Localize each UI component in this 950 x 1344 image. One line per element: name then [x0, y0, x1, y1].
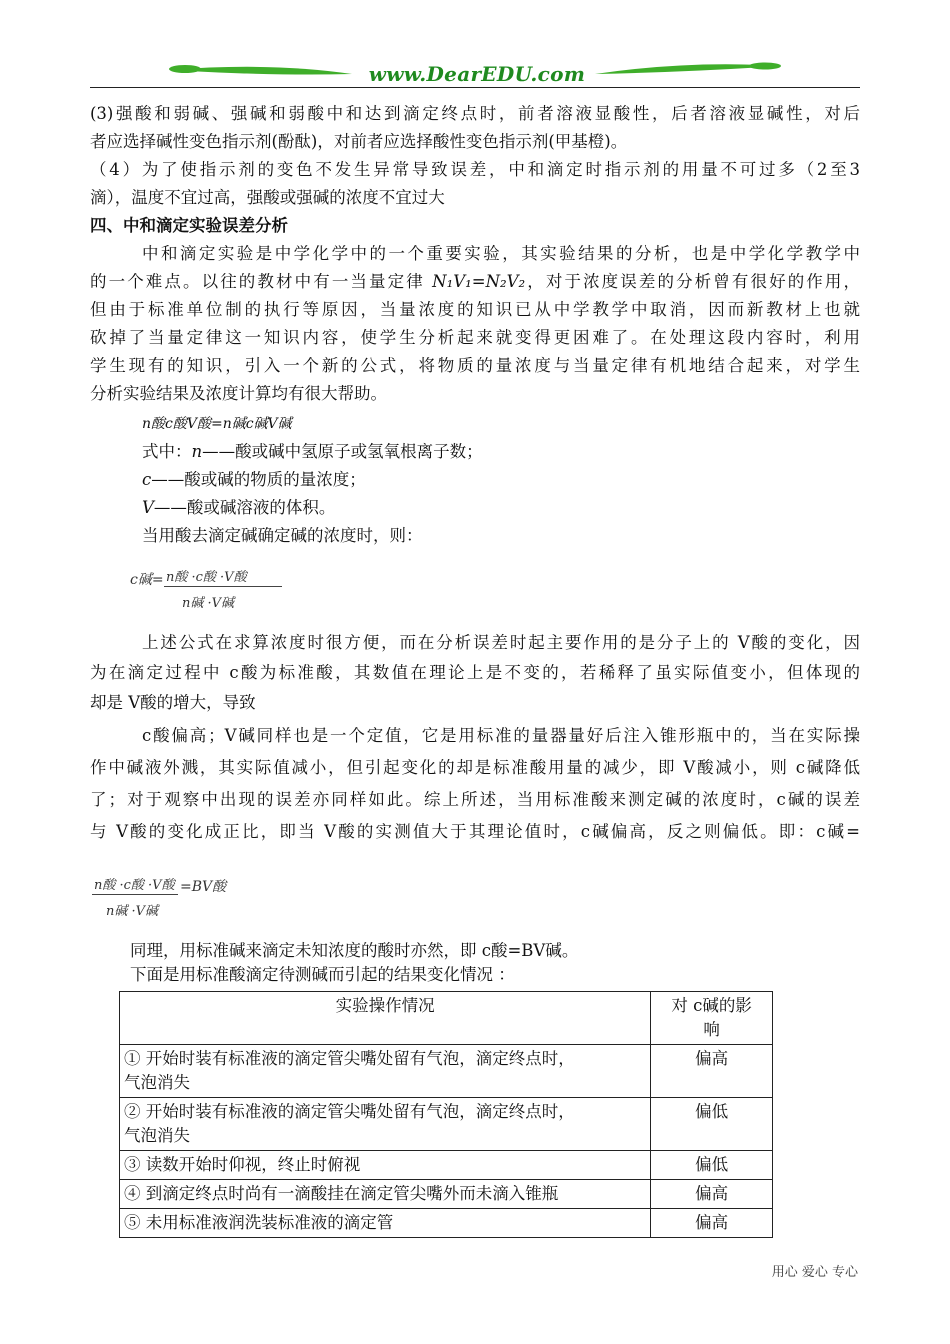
intro-line5: 学生现有的知识，引入一个新的公式，将物质的量浓度与当量定律有机地结合起来，对学生 — [90, 356, 860, 375]
row5-effect: 偏高 — [651, 1209, 773, 1238]
def-v-line — [142, 497, 860, 521]
intro-line2-part-a: 的一个难点。以往的教材中有一当量定律 — [90, 272, 433, 291]
para3-line1: (3)强酸和弱碱、强碱和弱酸中和达到滴定终点时，前者溶液显酸性，后者溶液显碱性，对后 — [90, 104, 860, 123]
section-title: 四、中和滴定实验误差分析 — [90, 216, 288, 235]
header-effect — [651, 992, 773, 1045]
row2-operation-line2: 气泡消失 — [124, 1126, 190, 1145]
header-divider — [90, 87, 860, 88]
analysis-line3: 却是 V酸的增大，导致 — [90, 693, 256, 712]
analysis-line5: 作中碱液外溅，其实际值减小，但引起变化的却是标准酸用量的减少，即 V酸减小，则 c碱降低 — [90, 758, 860, 777]
row2-effect: 偏低 — [651, 1098, 773, 1151]
table-row — [120, 1151, 773, 1180]
formula1-lhs: c碱= — [130, 572, 164, 588]
table-row — [120, 1045, 773, 1098]
def-c-line — [142, 469, 860, 493]
equivalent-law-formula: N₁V₁=N₂V₂ — [432, 272, 526, 291]
page-header — [90, 56, 860, 92]
def-n-prefix: 式中： — [142, 442, 192, 461]
intro-line2 — [90, 271, 860, 295]
analysis-line7: 与 V酸的变化成正比，即当 V酸的实测值大于其理论值时，c碱偏高，反之则偏低。即：c碱= — [90, 822, 860, 841]
site-logo-url: www.DearEDU.com — [368, 62, 586, 86]
header-operation: 实验操作情况 — [120, 992, 651, 1045]
para4-line2: 滴），温度不宜过高，强酸或强碱的浓度不宜过大 — [90, 188, 445, 207]
main-formula: n酸c酸V酸=n碱c碱V碱 — [142, 416, 292, 432]
table-row — [120, 1209, 773, 1238]
def-c-symbol: c — [142, 470, 152, 489]
table-header-row — [120, 992, 773, 1045]
page-footer-slogan: 用心 爱心 专心 — [771, 1265, 858, 1280]
row1-operation-line2: 气泡消失 — [124, 1073, 190, 1092]
row1-effect: 偏高 — [651, 1045, 773, 1098]
acid-titrate-base-line: 当用酸去滴定碱确定碱的浓度时，则： — [142, 526, 423, 545]
titration-error-table — [119, 991, 773, 1238]
def-c-text: ——酸或碱的物质的量浓度； — [151, 470, 366, 489]
row3-effect: 偏低 — [651, 1151, 773, 1180]
para4-line1: （4）为了使指示剂的变色不发生异常导致误差，中和滴定时指示剂的用量不可过多（2至3 — [90, 160, 860, 179]
para3-line2: 者应选择碱性变色指示剂(酚酞)，对前者应选择酸性变色指示剂(甲基橙)。 — [90, 132, 628, 151]
def-v-text: ——酸或碱溶液的体积。 — [153, 498, 336, 517]
row4-effect: 偏高 — [651, 1180, 773, 1209]
table-row — [120, 1180, 773, 1209]
row5-operation: ⑤ 未用标准液润洗装标准液的滴定管 — [120, 1209, 651, 1238]
formula1-fraction-bar — [164, 586, 282, 587]
header-effect-line2: 响 — [703, 1020, 720, 1039]
table-intro-line: 下面是用标准酸滴定待测碱而引起的结果变化情况 ： — [130, 965, 515, 984]
def-v-symbol: V — [142, 498, 154, 517]
formula2-denominator: n碱 ·V碱 — [106, 904, 159, 919]
table-row — [120, 1098, 773, 1151]
def-n-symbol: n — [191, 442, 203, 461]
formula1-denominator: n碱 ·V碱 — [182, 596, 235, 611]
formula2-rhs: =BV酸 — [180, 879, 227, 895]
formula2-fraction-bar — [92, 894, 178, 895]
row4-operation: ④ 到滴定终点时尚有一滴酸挂在滴定管尖嘴外而未滴入锥瓶 — [120, 1180, 651, 1209]
row1-operation-line1: ① 开始时装有标准液的滴定管尖嘴处留有气泡，滴定终点时， — [124, 1049, 575, 1068]
row2-operation-line1: ② 开始时装有标准液的滴定管尖嘴处留有气泡，滴定终点时， — [124, 1102, 575, 1121]
def-n-text: ——酸或碱中氢原子或氢氧根离子数； — [202, 442, 483, 461]
base-concentration-formula — [130, 564, 270, 616]
formula2-numerator: n酸 ·c酸 ·V酸 — [94, 878, 175, 893]
row3-operation: ③ 读数开始时仰视，终止时俯视 — [120, 1151, 651, 1180]
header-effect-line1: 对 c碱的影 — [671, 996, 752, 1015]
intro-line6: 分析实验结果及浓度计算均有很大帮助。 — [90, 384, 387, 403]
row2-operation — [120, 1098, 651, 1151]
analysis-line4: c酸偏高；V碱同样也是一个定值，它是用标准的量器量好后注入锥形瓶中的，当在实际操 — [142, 726, 860, 745]
bv-formula — [92, 872, 252, 924]
intro-line3: 但由于标准单位制的执行等原因，当量浓度的知识已从中学教学中取消，因而新教材上也就 — [90, 300, 860, 319]
similarly-line: 同理，用标准碱来滴定未知浓度的酸时亦然，即 c酸=BV碱。 — [130, 941, 579, 960]
formula1-numerator: n酸 ·c酸 ·V酸 — [166, 570, 247, 585]
intro-line1: 中和滴定实验是中学化学中的一个重要实验，其实验结果的分析，也是中学化学教学中 — [142, 244, 860, 263]
intro-line4: 砍掉了当量定律这一知识内容，使学生分析起来就变得更困难了。在处理这段内容时，利用 — [90, 328, 860, 347]
analysis-line1: 上述公式在求算浓度时很方便，而在分析误差时起主要作用的是分子上的 V酸的变化，因 — [142, 633, 860, 652]
intro-line2-part-c: ，对于浓度误差的分析曾有很好的作用， — [525, 272, 860, 291]
def-n-line — [142, 441, 860, 465]
row1-operation — [120, 1045, 651, 1098]
analysis-line6: 了；对于观察中出现的误差亦同样如此。综上所述，当用标准酸来测定碱的浓度时，c碱的误差 — [90, 790, 860, 809]
analysis-line2: 为在滴定过程中 c酸为标准酸，其数值在理论上是不变的，若稀释了虽实际值变小，但体现的 — [90, 663, 860, 682]
